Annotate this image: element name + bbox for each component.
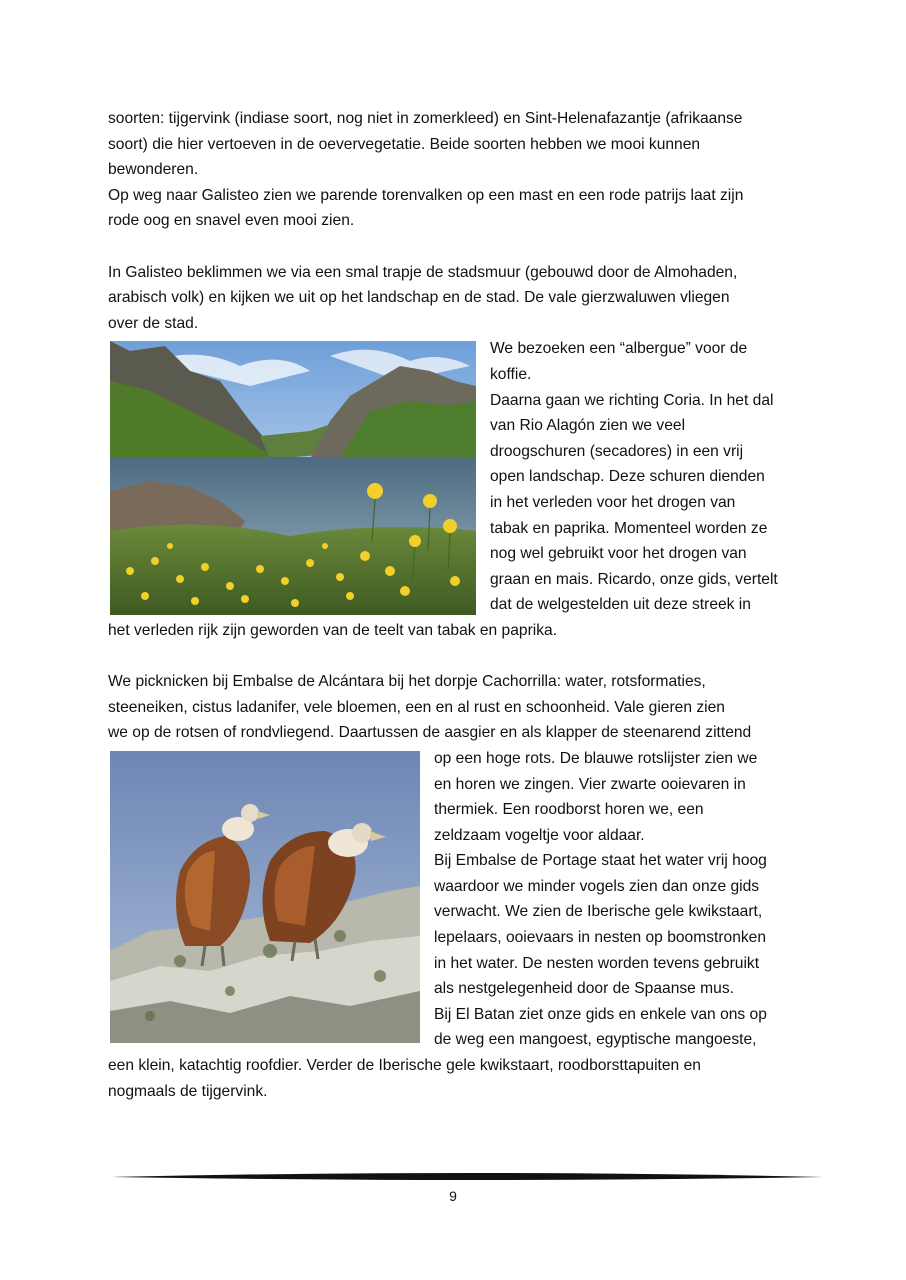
text-line: de weg een mangoest, egyptische mangoeste,	[434, 1031, 757, 1049]
text-line: en horen we zingen. Vier zwarte ooievaren in	[434, 775, 746, 793]
text-line: We picknicken bij Embalse de Alcántara bij het dorpje Cachorrilla: water, rotsformaties,	[108, 673, 706, 691]
text-line: dat de welgestelden uit deze streek in	[490, 596, 751, 614]
text-line: van Rio Alagón zien we veel	[490, 417, 686, 435]
paragraph-spacer	[108, 234, 798, 260]
paragraph-picnic	[108, 669, 798, 746]
vulture-photo	[110, 751, 420, 1043]
text-line: We bezoeken een “albergue” voor de	[490, 340, 748, 358]
text-line: Bij Embalse de Portage staat het water vrij hoog	[434, 852, 767, 870]
coria-side-text	[490, 336, 778, 618]
text-line: steeneiken, cistus ladanifer, vele bloemen, een en al rust en schoonheid. Vale gieren zien	[108, 698, 725, 716]
text-line: nogmaals de tijgervink.	[108, 1082, 268, 1100]
text-line: over de stad.	[108, 314, 199, 332]
text-line: Daarna gaan we richting Coria. In het dal	[490, 391, 774, 409]
text-line: in het water. De nesten worden tevens gebruikt	[434, 954, 760, 972]
paragraph-spacer	[108, 644, 798, 670]
text-line: koffie.	[490, 365, 532, 383]
paragraph-soorten	[108, 106, 798, 234]
text-line: In Galisteo beklimmen we via een smal trapje de stadsmuur (gebouwd door de Almohaden,	[108, 263, 738, 281]
vulture-block	[108, 746, 798, 1053]
text-line: waardoor we minder vogels zien dan onze gids	[434, 877, 760, 895]
text-line: Op weg naar Galisteo zien we parende torenvalken op een mast en een rode patrijs laat zijn	[108, 186, 744, 204]
text-line: op een hoge rots. De blauwe rotslijster zien we	[434, 749, 758, 767]
lake-photo	[110, 341, 476, 615]
text-line: tabak en paprika. Momenteel worden ze	[490, 519, 768, 537]
document-page	[108, 106, 798, 1104]
text-line: droogschuren (secadores) in een vrij	[490, 442, 744, 460]
text-line: het verleden rijk zijn geworden van de teelt van tabak en paprika.	[108, 621, 558, 639]
text-line: bewonderen.	[108, 161, 199, 179]
coria-block	[108, 336, 798, 618]
text-line: soort) die hier vertoeven in de oevervegetatie. Beide soorten hebben we mooi kunnen	[108, 135, 701, 153]
text-line: thermiek. Een roodborst horen we, een	[434, 801, 704, 819]
text-line: open landschap. Deze schuren dienden	[490, 468, 765, 486]
text-line: als nestgelegenheid door de Spaanse mus.	[434, 980, 734, 998]
page-number: 9	[449, 1188, 457, 1204]
text-line: rode oog en snavel even mooi zien.	[108, 212, 355, 230]
text-line: graan en mais. Ricardo, onze gids, vertelt	[490, 570, 778, 588]
text-line: nog wel gebruikt voor het drogen van	[490, 545, 747, 563]
text-line: zeldzaam vogeltje voor aldaar.	[434, 826, 645, 844]
footer-rule	[112, 1170, 824, 1184]
text-line: verwacht. We zien de Iberische gele kwikstaart,	[434, 903, 763, 921]
vulture-side-text	[434, 746, 767, 1053]
text-line: we op de rotsen of rondvliegend. Daartussen de aasgier en als klapper de steenarend zittend	[108, 724, 752, 742]
text-line: arabisch volk) en kijken we uit op het landschap en de stad. De vale gierzwaluwen vliegen	[108, 289, 730, 307]
text-line: Bij El Batan ziet onze gids en enkele van ons op	[434, 1005, 767, 1023]
text-line: soorten: tijgervink (indiase soort, nog niet in zomerkleed) en Sint-Helenafazantje (afrikaanse	[108, 110, 743, 127]
text-line: een klein, katachtig roofdier. Verder de Iberische gele kwikstaart, roodborsttapuiten en	[108, 1057, 701, 1075]
text-line: lepelaars, ooievaars in nesten op boomstronken	[434, 929, 767, 947]
text-line: in het verleden voor het drogen van	[490, 493, 736, 511]
paragraph-galisteo	[108, 260, 798, 337]
